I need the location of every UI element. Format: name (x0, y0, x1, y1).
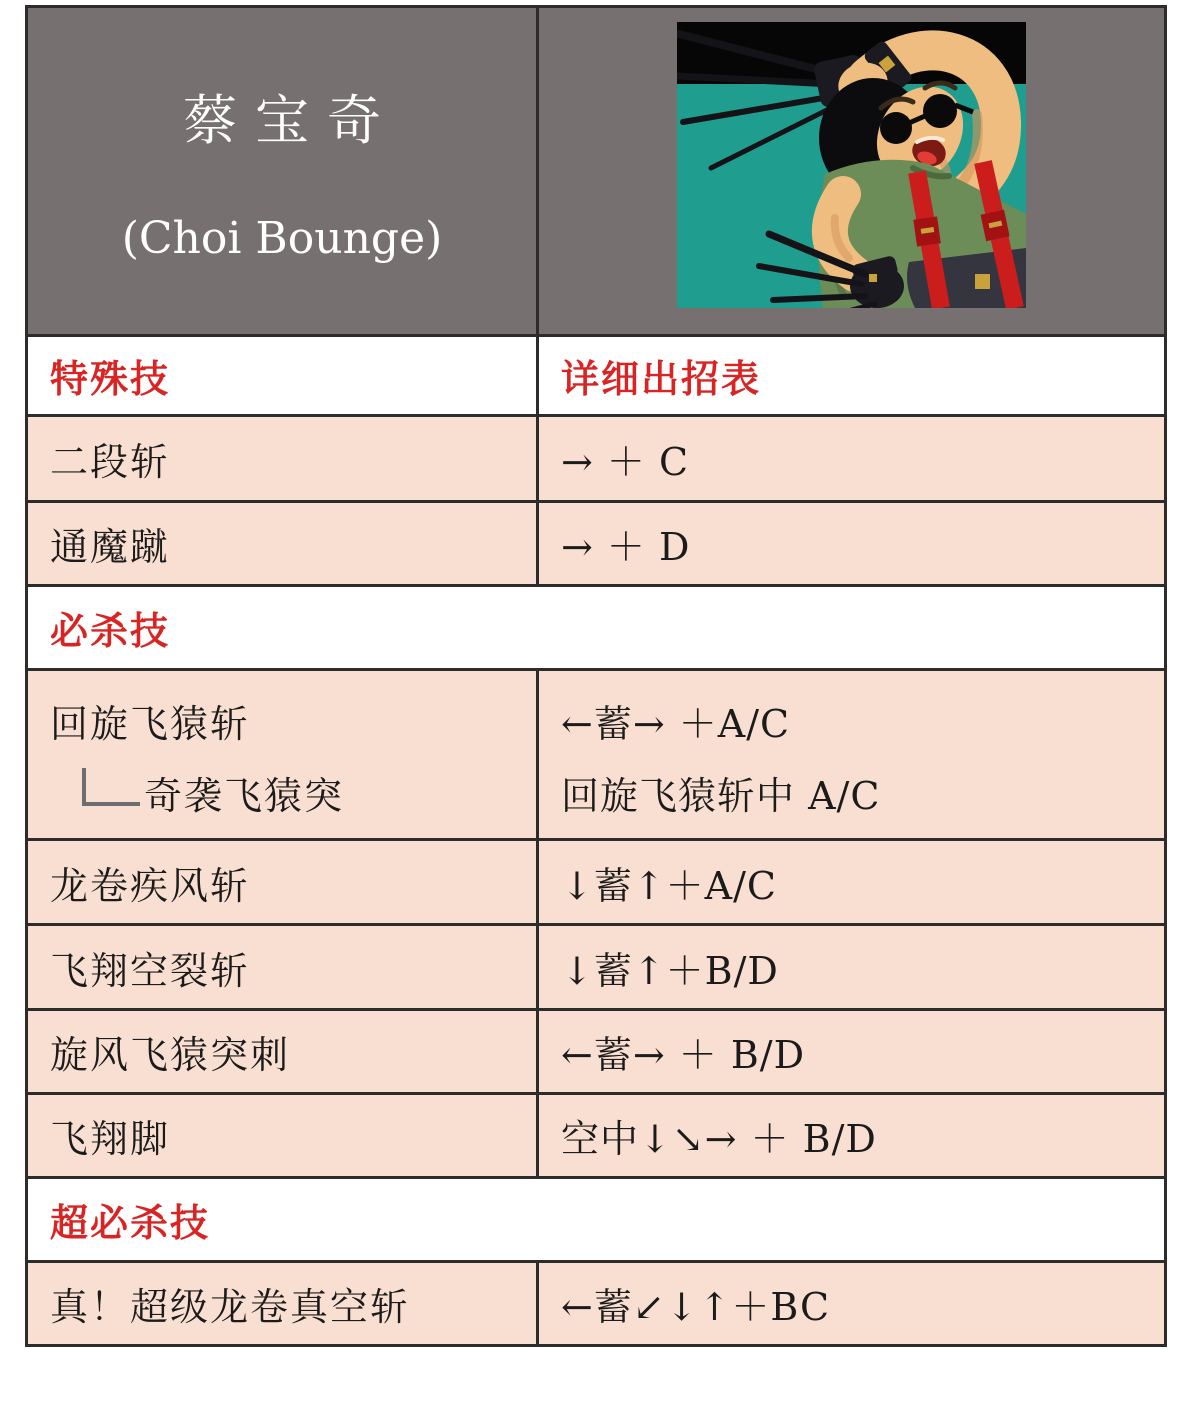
table-row (28, 668, 1164, 838)
table-row (28, 1008, 1164, 1092)
table-row (28, 334, 1164, 414)
move-name-cell (28, 841, 536, 923)
move-command-cell (536, 841, 1164, 923)
move-command: ↓蓄↑＋B/D (561, 948, 779, 993)
table-row (28, 500, 1164, 584)
move-name: 二段斩 (50, 440, 171, 484)
follow-up-move-name: 奇袭飞猿突 (144, 774, 345, 819)
move-list-table (25, 5, 1167, 1347)
table-row (28, 1260, 1164, 1344)
move-name: 飞翔空裂斩 (50, 948, 251, 993)
section-label: 必杀技 (50, 608, 171, 653)
section-label-cell (28, 1179, 1164, 1260)
move-name-cell (28, 1011, 536, 1092)
table-row (28, 838, 1164, 923)
follow-up-move-command: 回旋飞猿斩中 A/C (561, 774, 881, 819)
character-name-cell (28, 8, 536, 334)
move-name: 龙卷疾风斩 (50, 863, 251, 908)
table-row (28, 1092, 1164, 1176)
column-title-cell (536, 337, 1164, 414)
move-command: ←蓄→ ＋A/C (561, 701, 791, 746)
scan-artifact (858, 1371, 922, 1383)
character-portrait-image (677, 22, 1026, 308)
move-command: → ＋ C (561, 440, 690, 484)
column-title: 详细出招表 (561, 356, 762, 401)
section-row (28, 584, 1164, 668)
move-name: 真！超级龙卷真空斩 (50, 1285, 411, 1329)
character-portrait-cell (536, 8, 1164, 334)
move-command: → ＋ D (561, 525, 691, 569)
character-header-row (28, 8, 1164, 334)
character-name-en: (Choi Bounge) (121, 213, 443, 264)
move-command-cell (536, 417, 1164, 500)
follow-up-line (82, 765, 344, 820)
move-name-cell (28, 417, 536, 500)
move-command-cell (536, 1095, 1164, 1176)
move-command-cell (536, 671, 1164, 838)
move-command: 空中↓↘→ ＋ B/D (561, 1117, 877, 1161)
section-row (28, 1176, 1164, 1260)
move-name-cell (28, 671, 536, 838)
move-name-cell (28, 1263, 536, 1344)
move-command: ←蓄→ ＋ B/D (561, 1033, 806, 1077)
move-name: 通魔蹴 (50, 525, 171, 569)
move-command-cell (536, 926, 1164, 1008)
move-command: ↓蓄↑＋A/C (561, 863, 778, 908)
move-command: ←蓄↙↓↑＋BC (561, 1285, 831, 1329)
table-row (28, 414, 1164, 500)
section-label: 超必杀技 (50, 1200, 211, 1245)
table-row (28, 923, 1164, 1008)
move-name-cell (28, 503, 536, 584)
section-label-cell (28, 337, 536, 414)
branch-corner-icon (82, 768, 140, 806)
character-name-cn: 蔡宝奇 (183, 89, 399, 152)
move-name-cell (28, 926, 536, 1008)
section-label: 特殊技 (50, 356, 171, 401)
move-name: 飞翔脚 (50, 1117, 171, 1161)
move-command-cell (536, 1011, 1164, 1092)
move-command-cell (536, 503, 1164, 584)
move-name: 回旋飞猿斩 (50, 701, 251, 746)
move-name: 旋风飞猿突刺 (50, 1033, 291, 1077)
move-name-cell (28, 1095, 536, 1176)
move-command-cell (536, 1263, 1164, 1344)
section-label-cell (28, 587, 1164, 668)
